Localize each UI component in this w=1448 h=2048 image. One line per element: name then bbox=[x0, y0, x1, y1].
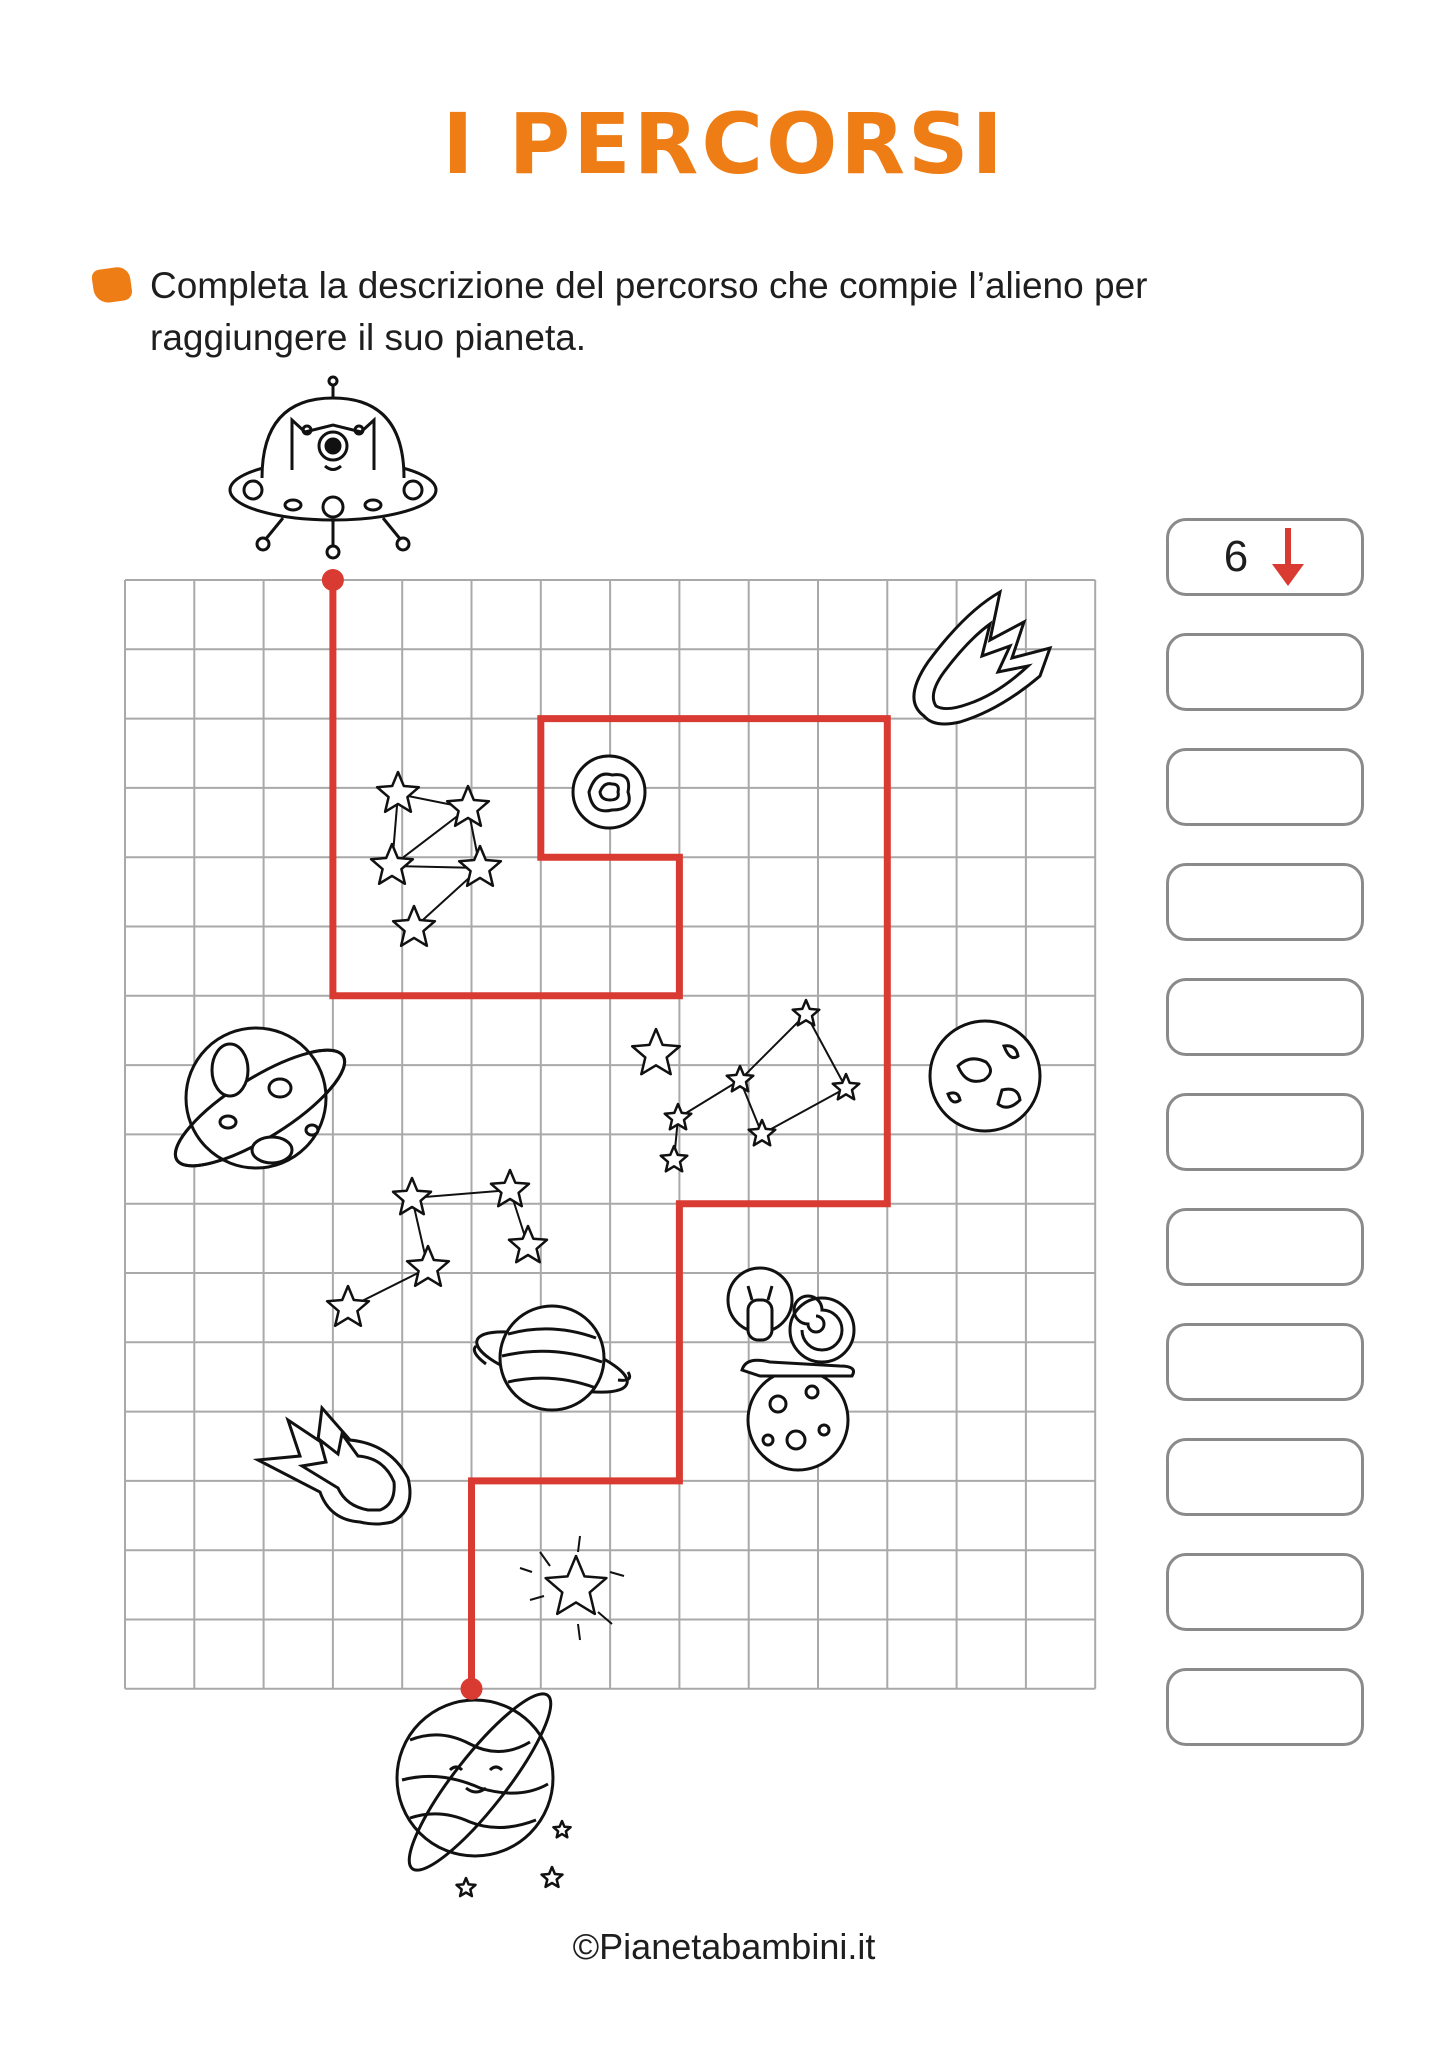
answer-box[interactable] bbox=[1166, 1093, 1364, 1171]
star-icon bbox=[459, 846, 501, 886]
star-icon bbox=[542, 1867, 563, 1887]
ringed-planet-icon bbox=[161, 1028, 359, 1185]
comet-icon bbox=[914, 592, 1050, 724]
star-icon bbox=[457, 1878, 476, 1896]
answer-box[interactable] bbox=[1166, 1208, 1364, 1286]
copyright-footer: ©Pianetabambini.it bbox=[572, 1926, 876, 1967]
page-title: I PERCORSI bbox=[442, 95, 1006, 193]
example-step-value: 6 bbox=[1223, 532, 1249, 581]
star-icon bbox=[749, 1120, 776, 1145]
answer-box[interactable] bbox=[1166, 1668, 1364, 1746]
route-start-dot bbox=[322, 569, 344, 591]
instruction-line-1: Completa la descrizione del percorso che compie l’alieno per bbox=[150, 265, 1148, 306]
star-icon bbox=[371, 844, 413, 884]
star-icon bbox=[632, 1029, 680, 1074]
comet-icon bbox=[258, 1408, 410, 1524]
answer-box[interactable] bbox=[1166, 748, 1364, 826]
answer-box[interactable] bbox=[1166, 1438, 1364, 1516]
arrow-down-icon bbox=[1270, 526, 1306, 588]
instruction-line-2: raggiungere il suo pianeta. bbox=[150, 317, 587, 358]
constellation-icon bbox=[348, 1190, 528, 1308]
planet-icon bbox=[930, 1021, 1040, 1131]
star-icon bbox=[393, 906, 435, 946]
ufo-alien-icon bbox=[230, 377, 436, 558]
answer-box[interactable] bbox=[1166, 978, 1364, 1056]
star-icon bbox=[393, 1178, 431, 1214]
route-end-dot bbox=[461, 1678, 483, 1700]
ringed-planet-icon bbox=[392, 1679, 568, 1884]
answer-box[interactable] bbox=[1166, 633, 1364, 711]
star-icon bbox=[833, 1074, 860, 1099]
star-icon bbox=[661, 1146, 688, 1171]
ringed-planet-icon bbox=[471, 1306, 633, 1410]
star-icon bbox=[553, 1821, 570, 1837]
star-icon bbox=[491, 1170, 529, 1206]
answer-box[interactable] bbox=[1166, 863, 1364, 941]
answer-box[interactable] bbox=[1166, 1323, 1364, 1401]
star-icon bbox=[407, 1246, 449, 1286]
answer-box-example bbox=[1166, 518, 1364, 596]
star-icon bbox=[546, 1556, 607, 1614]
star-icon bbox=[793, 1000, 820, 1025]
answer-box[interactable] bbox=[1166, 1553, 1364, 1631]
planet-icon bbox=[573, 756, 645, 828]
star-icon bbox=[665, 1104, 692, 1129]
snail-astronaut-icon bbox=[728, 1268, 854, 1470]
